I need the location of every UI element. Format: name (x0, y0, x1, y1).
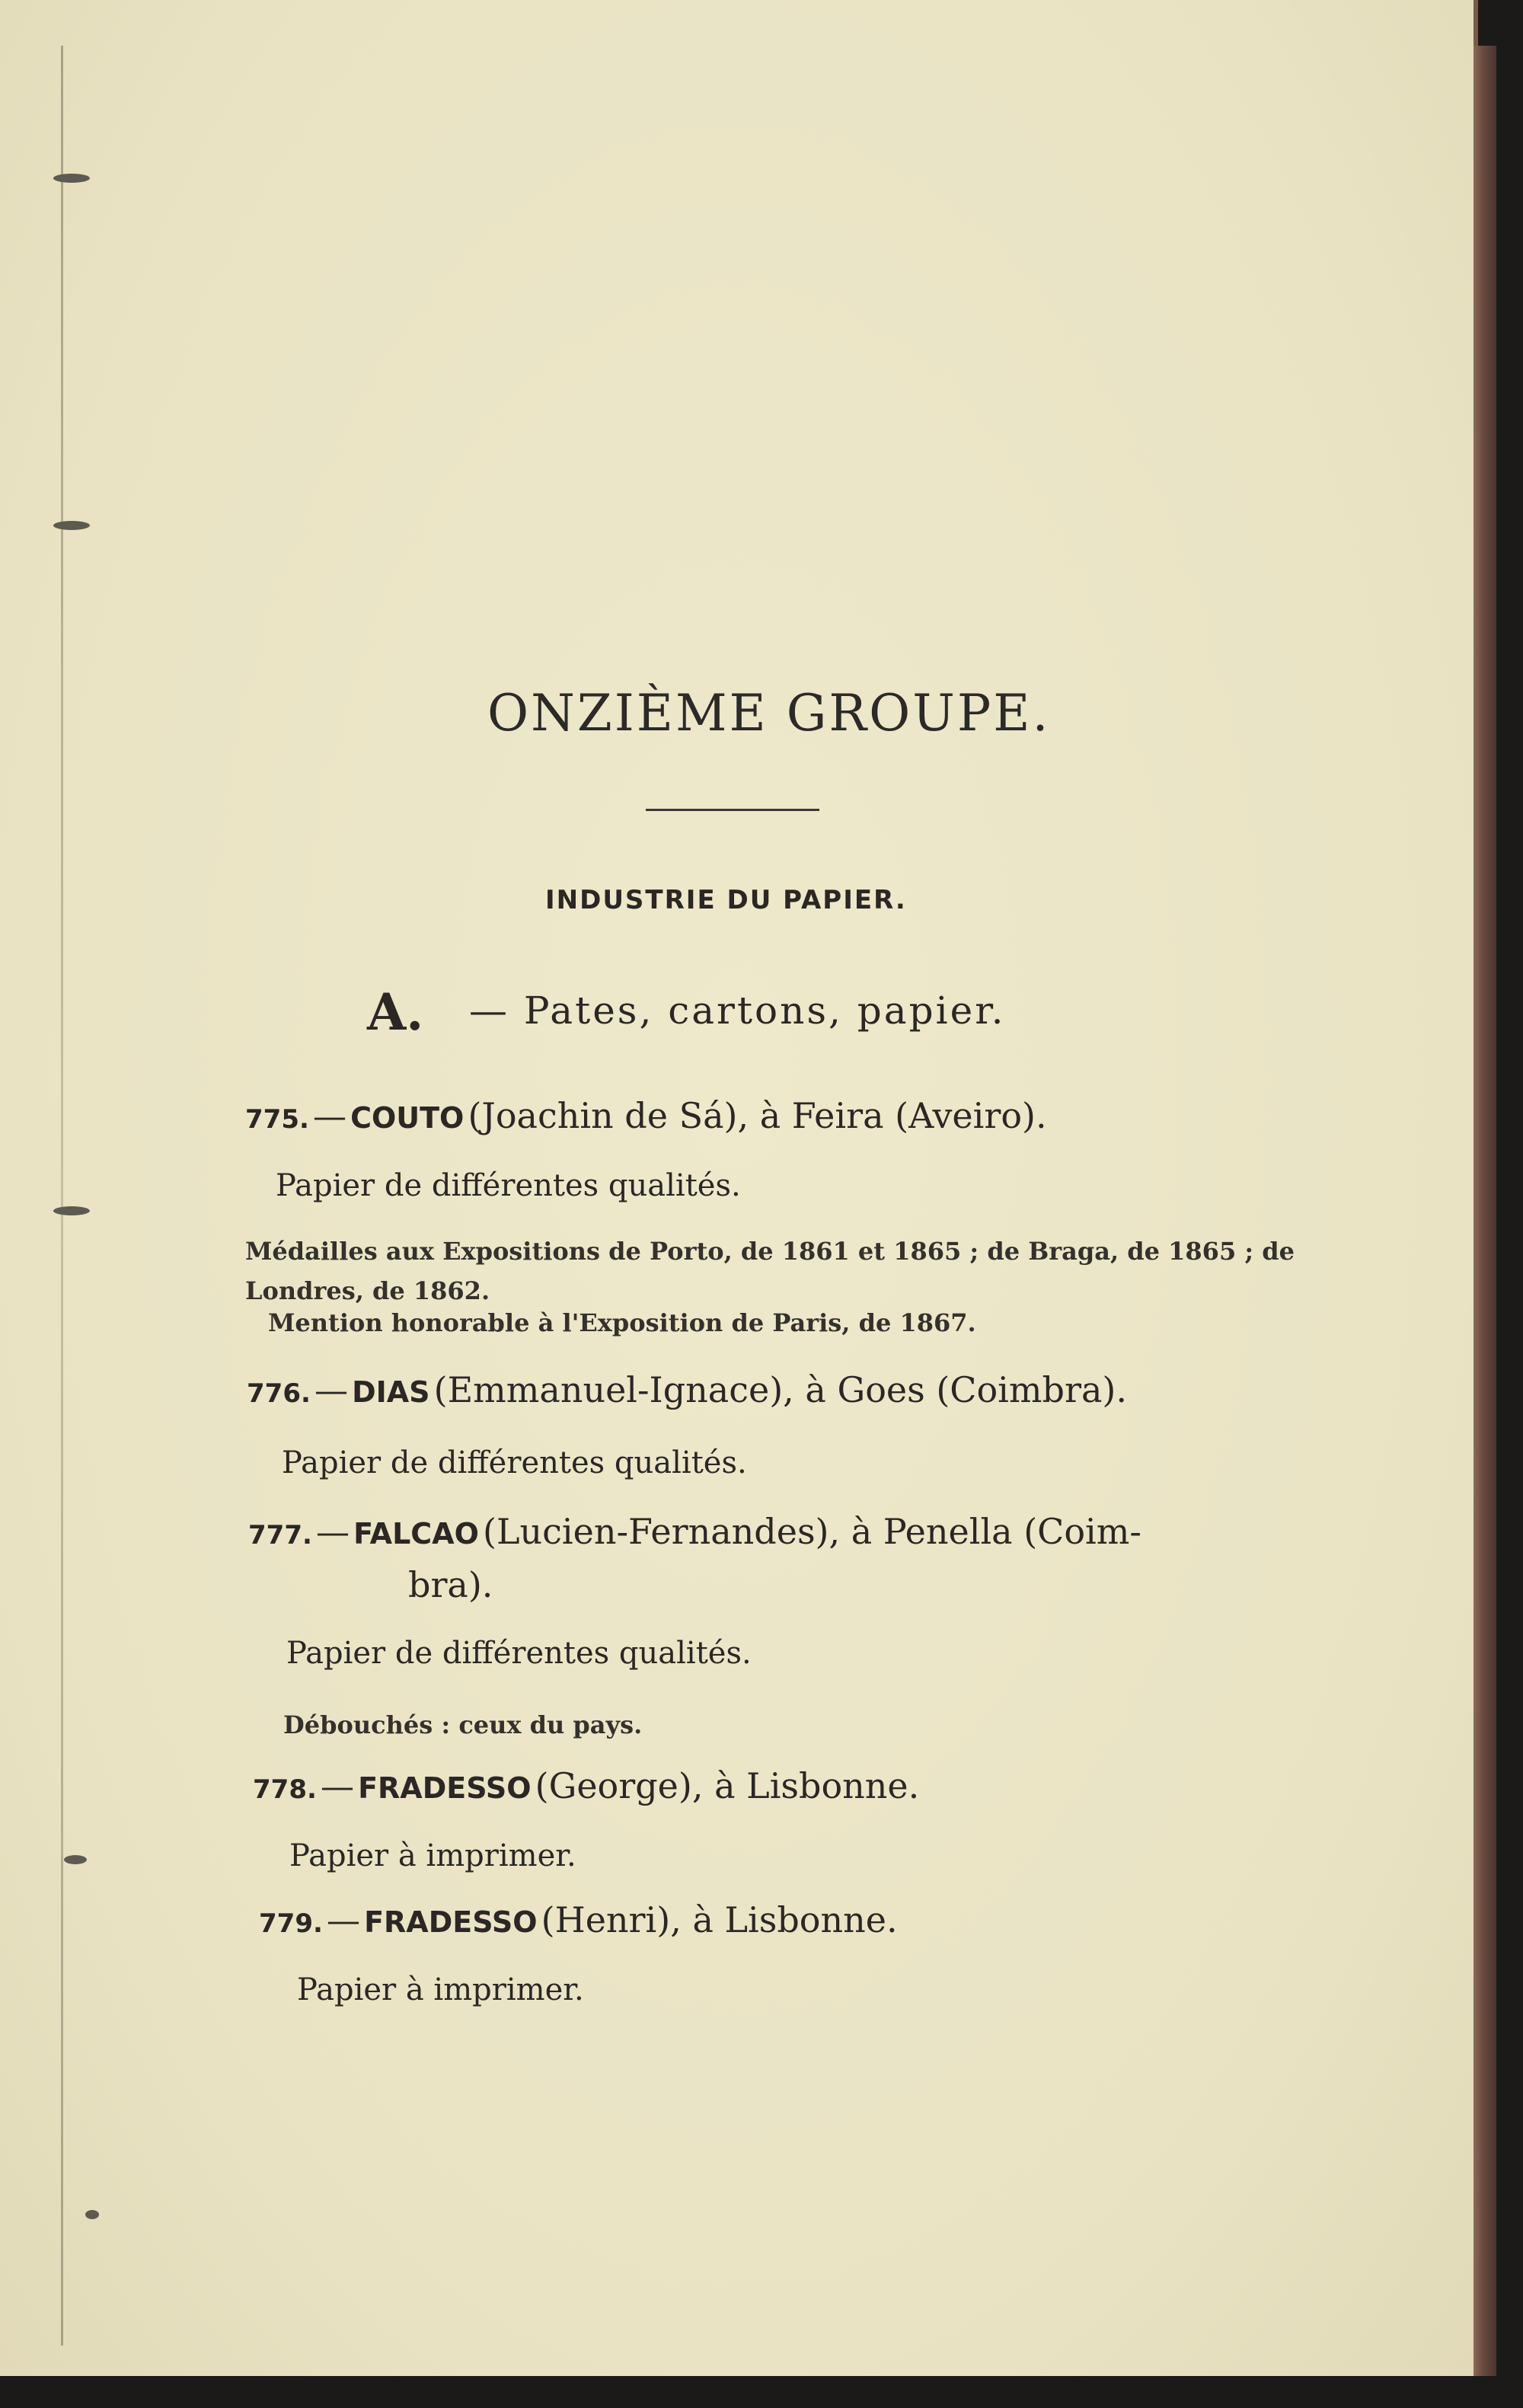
binding-thread-mark (53, 174, 90, 183)
entry-details: (Lucien-Fernandes), à Penella (Coim- (483, 1511, 1141, 1552)
entry-number: 777. (248, 1520, 312, 1551)
binding-thread-mark (85, 2210, 99, 2219)
entry-dash: — (326, 1902, 360, 1940)
entry-heading (259, 1899, 898, 1940)
page-stack-edge (1474, 46, 1496, 2376)
entry-description: Papier de différentes qualités. (286, 1636, 752, 1671)
entry-dash: — (315, 1513, 350, 1552)
entry-number: 778. (253, 1774, 317, 1805)
entry-description: Papier à imprimer. (297, 1972, 584, 2007)
entry-dash: — (320, 1768, 354, 1806)
entry-number: 775. (245, 1104, 309, 1135)
entry-details: (Joachin de Sá), à Feira (Aveiro). (468, 1095, 1047, 1136)
group-title: ONZIÈME GROUPE. (487, 684, 1051, 743)
binding-thread-mark (53, 521, 90, 530)
entry-name: FALCAO (353, 1517, 479, 1551)
section-title (469, 988, 1006, 1033)
entry-description: Papier à imprimer. (289, 1838, 576, 1873)
entry-description: Papier de différentes qualités. (282, 1445, 747, 1480)
entry-dash: — (314, 1372, 348, 1410)
entry-name: COUTO (350, 1101, 465, 1135)
entry-details-continuation: bra). (408, 1564, 493, 1605)
entry-description: Papier de différentes qualités. (276, 1168, 741, 1203)
entry-heading (248, 1511, 1141, 1552)
entry-dash: — (312, 1097, 346, 1136)
entry-heading (245, 1095, 1047, 1136)
entry-details: (Henri), à Lisbonne. (541, 1899, 898, 1940)
entry-details: (Emmanuel-Ignace), à Goes (Coimbra). (433, 1369, 1127, 1410)
entry-heading (247, 1369, 1127, 1410)
entry-name: FRADESSO (358, 1771, 532, 1805)
industry-heading: INDUSTRIE DU PAPIER. (545, 885, 907, 915)
entry-number: 776. (247, 1378, 311, 1409)
entry-heading (253, 1765, 919, 1806)
entry-number: 779. (259, 1908, 323, 1939)
entry-note: Londres, de 1862. (245, 1276, 490, 1305)
title-rule-divider (646, 809, 819, 811)
page-binding-edge (61, 46, 63, 2346)
entry-note: Débouchés : ceux du pays. (283, 1710, 643, 1739)
entry-name: FRADESSO (364, 1905, 538, 1939)
binding-thread-mark (53, 1206, 90, 1215)
binding-thread-mark (64, 1855, 87, 1864)
entry-name: DIAS (352, 1375, 430, 1409)
section-title-text: — Pates, cartons, papier. (469, 988, 1006, 1033)
entry-note: Mention honorable à l'Exposition de Paris, de 1867. (268, 1308, 976, 1337)
entry-details: (George), à Lisbonne. (535, 1765, 920, 1806)
section-letter: A. (367, 982, 424, 1042)
entry-note: Médailles aux Expositions de Porto, de 1861 et 1865 ; de Braga, de 1865 ; de (245, 1237, 1295, 1266)
